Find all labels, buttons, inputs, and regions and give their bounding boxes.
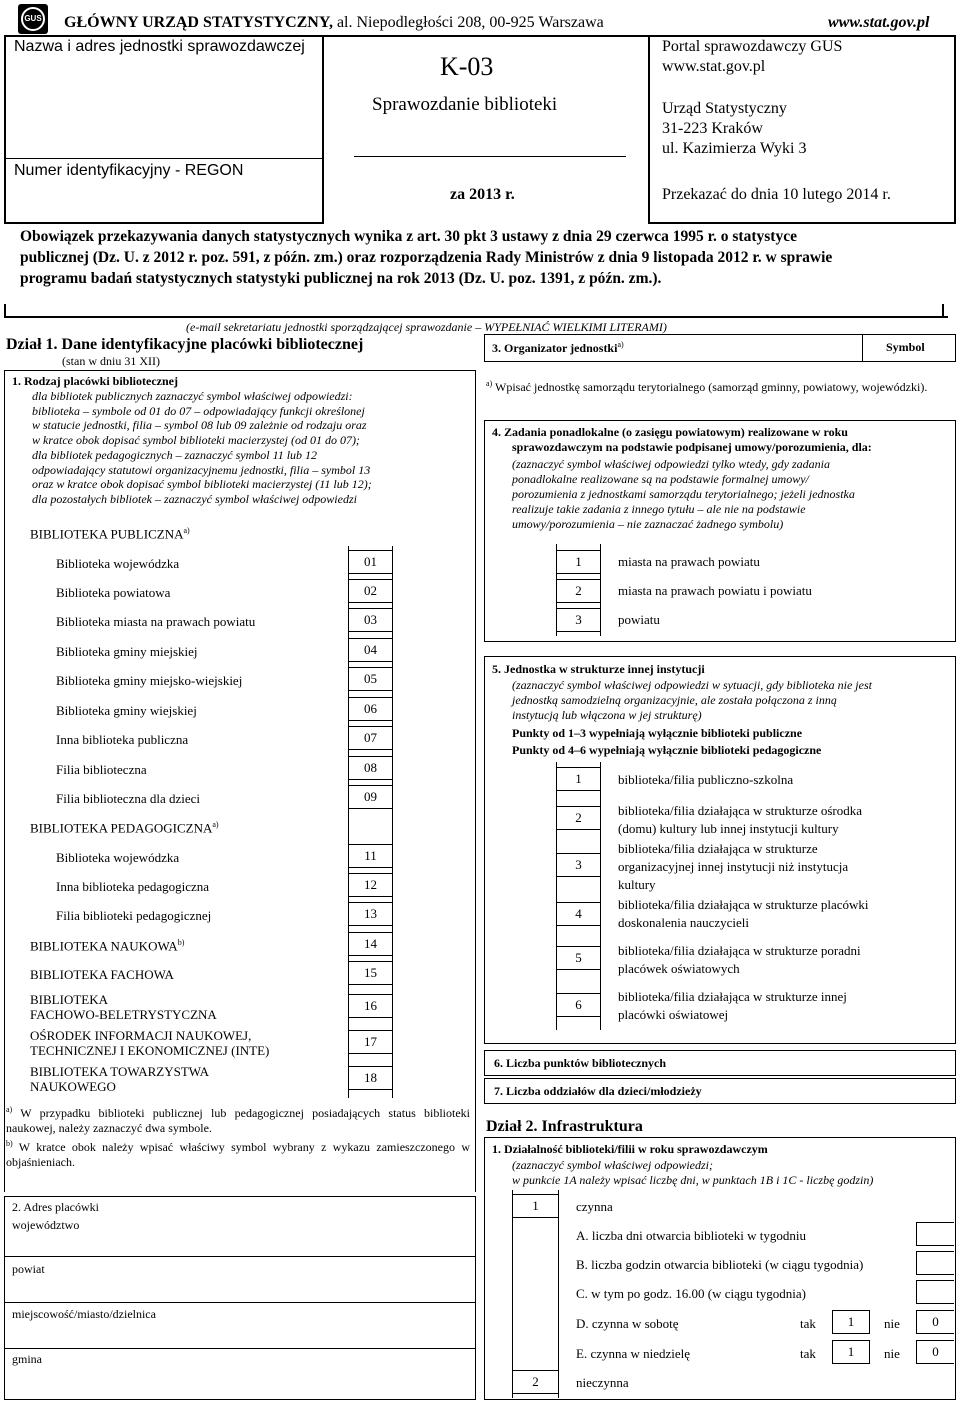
org-address: al. Niepodległości 208, 00-925 Warszawa [332,14,604,31]
s2-code-left [512,1190,513,1398]
email-note: (e-mail sekretariatu jednostki sporządzającej sprawozdanie – WYPEŁNIAĆ WIELKIMI LITERAMI) [186,320,667,334]
public-item-01[interactable]: Biblioteka wojewódzka [56,556,180,571]
q4-title-line1: 4. Zadania ponadlokalne (o zasięgu powiatowym) realizowane w roku [492,425,848,439]
other-item-14-label: BIBLIOTEKA NAUKOWA [30,938,178,954]
q5-instr-line: jednostką samodzielną organizacyjnie, ale została połączona z inną [512,693,837,707]
q5-item-1[interactable] [618,772,793,788]
q5-item-2[interactable] [618,802,862,838]
s2-row-d-no-code[interactable]: 0 [916,1310,954,1334]
address-divider [4,1348,476,1349]
q5-points1: Punkty od 1–3 wypełniają wyłącznie biblioteki publiczne [512,726,803,740]
q7-title: 7. Liczba oddziałów dla dzieci/młodzieży [494,1084,702,1098]
q4-item-1[interactable]: miasta na prawach powiatu [618,554,760,569]
s2-row-d-no: nie [884,1316,900,1331]
office-line2: 31-223 Kraków [662,120,763,137]
code-17[interactable]: 17 [348,1030,393,1054]
other-item-14[interactable] [30,938,184,954]
q5-item-4[interactable] [618,896,869,932]
address-title: 2. Adres placówki [12,1200,99,1214]
s2-row-c-input[interactable] [916,1280,954,1304]
q5-item-5-line: biblioteka/filia działająca w strukturze poradni [618,943,861,958]
s2-row-e-no: nie [884,1346,900,1361]
portal-line1: Portal sprawozdawczy GUS [662,38,843,55]
s2-row-d: D. czynna w sobotę [576,1316,679,1331]
reporting-unit-label: Nazwa i adres jednostki sprawozdawczej [14,38,305,55]
q5-item-2-line: (domu) kultury lub innej instytucji kultury [618,821,839,836]
q5-item-3-line: organizacyjnej innej instytucji niż instytucja [618,859,849,874]
address-divider [4,1302,476,1303]
other-item-17[interactable] [30,1028,269,1058]
s2-row-d-yes: tak [800,1316,816,1331]
s2-row-c: C. w tym po godz. 16.00 (w ciągu tygodnia) [576,1286,806,1301]
q1-instructions [32,389,372,507]
q5-code-left [556,762,557,1030]
q3-title-text: 3. Organizator jednostki [492,341,618,355]
q5-code-2[interactable]: 2 [556,806,601,830]
code-14[interactable]: 14 [348,932,393,956]
q3-note-text: Wpisać jednostkę samorządu terytorialnego (samorząd gminny, powiatowy, wojewódzki). [495,380,928,394]
public-item-07[interactable]: Inna biblioteka publiczna [56,732,189,747]
q5-code-5[interactable]: 5 [556,946,601,970]
other-item-16[interactable] [30,992,217,1022]
office-line1: Urząd Statystyczny [662,100,787,117]
ped-header-text: BIBLIOTEKA PEDAGOGICZNA [30,820,213,836]
regon-divider [4,158,324,159]
q5-item-6-line: placówki oświatowej [618,1007,729,1022]
address-field-commune[interactable]: gmina [12,1352,42,1366]
public-item-04[interactable]: Biblioteka gminy miejskiej [56,644,198,659]
address-field-voivodeship[interactable]: województwo [12,1218,80,1232]
ped-item-11[interactable]: Biblioteka wojewódzka [56,850,180,865]
q5-item-6-line: biblioteka/filia działająca w strukturze innej [618,989,847,1004]
website-link[interactable]: www.stat.gov.pl [828,14,930,31]
public-item-06[interactable]: Biblioteka gminy wiejskiej [56,703,197,718]
title-underline [354,156,626,157]
code-03[interactable]: 03 [348,608,393,632]
q5-instructions [512,678,872,723]
q1-instr-line: dla bibliotek pedagogicznych – zaznaczyć symbol 11 lub 12 [32,447,318,462]
q4-instr-line: ponadlokalne realizowane są na podstawie formalnej umowy/ [512,472,809,486]
public-item-03[interactable]: Biblioteka miasta na prawach powiatu [56,614,256,629]
q5-code-3[interactable]: 3 [556,853,601,877]
footnote-b: $^{b)}$ W kratce obok należy wpisać właściwy symbol wybrany z wykazu zamieszczonego w objaśnieniach. [6,1139,470,1169]
q4-instr-line: (zaznaczyć symbol właściwej odpowiedzi tylko wtedy, gdy zadania [512,457,830,471]
q1-instr-line: dla pozostałych bibliotek – zaznaczyć symbol właściwej odpowiedzi [32,491,357,506]
other-item-18[interactable] [30,1064,209,1094]
footnote-b-text: W kratce obok należy wpisać właściwy symbol wybrany z wykazu zamieszczonego w objaśnieniach. [6,1140,470,1169]
q1-instr-line: odpowiadający statutowi organizacyjnemu jednostki, filia – symbol 13 [32,462,371,477]
other-item-17-line2: TECHNICZNEJ I EKONOMICZNEJ (INTE) [30,1043,270,1058]
portal-right-border [954,36,956,224]
q5-item-5-line: placówek oświatowych [618,961,740,976]
form-title: Sprawozdanie biblioteki [372,94,558,115]
gus-logo [18,4,48,34]
s2-row-a-input[interactable] [916,1222,954,1246]
code-18[interactable]: 18 [348,1066,393,1090]
section1-subtitle: (stan w dniu 31 XII) [62,354,160,368]
s2-row-b-input[interactable] [916,1251,954,1275]
header-line [64,14,604,32]
email-tick [942,304,944,318]
q4-item-3[interactable]: powiatu [618,612,660,627]
other-item-17-line1: OŚRODEK INFORMACJI NAUKOWEJ, [30,1028,252,1043]
code-07[interactable]: 07 [348,726,393,750]
q1-instr-line: dla bibliotek publicznych zaznaczyć symbol właściwej odpowiedzi: [32,389,353,403]
q3-symbol-divider [862,334,863,362]
other-item-18-line2: NAUKOWEGO [30,1079,116,1094]
q4-title-line2: sprawozdawczym na podstawie podpisanej umowy/porozumienia, dla: [512,440,872,454]
q5-points2: Punkty od 4–6 wypełniają wyłącznie biblioteki pedagogiczne [512,743,822,757]
ped-item-13[interactable]: Filia biblioteki pedagogicznej [56,908,212,923]
s2-row-d-yes-code[interactable]: 1 [832,1310,870,1334]
address-divider [4,1256,476,1257]
q1-instr-line: biblioteka – symbole od 01 do 07 – odpowiadający funkcji określonej [32,403,365,418]
code-05[interactable]: 05 [348,667,393,691]
footnote-a: $^{a)}$ W przypadku biblioteki publicznej lub pedagogicznej posiadających status biblioteki naukowej, należy zaznaczyć dwa symbole. [6,1105,470,1135]
public-item-05[interactable]: Biblioteka gminy miejsko-wiejskiej [56,673,243,688]
s2-active-label: czynna [576,1199,613,1214]
q4-code-1[interactable]: 1 [556,550,601,574]
q3-symbol-label: Symbol [886,340,925,354]
q5-item-5[interactable] [618,942,861,978]
q5-item-2-line: biblioteka/filia działająca w strukturze ośrodka [618,803,863,818]
s2-code-right [558,1190,559,1398]
s2-row-b: B. liczba godzin otwarcia biblioteki (w ciągu tygodnia) [576,1257,864,1272]
q5-item-6[interactable] [618,988,847,1024]
code-06[interactable]: 06 [348,697,393,721]
q4-instr-line: porozumienia z jednostkami samorządu terytorialnego; jeżeli jednostka [512,487,855,501]
q5-item-4-line: biblioteka/filia działająca w strukturze placówki [618,897,869,912]
footnote-a-text: W przypadku biblioteki publicznej lub pedagogicznej posiadających status biblioteki naukowej, należy zaznaczyć dwa symbole. [6,1106,470,1135]
q3-title: 3. Organizator jednostki$^{a)}$ [492,340,624,355]
q5-item-3[interactable] [618,840,848,894]
q4-code-3[interactable]: 3 [556,608,601,632]
ped-item-12[interactable]: Inna biblioteka pedagogiczna [56,879,210,894]
code-13[interactable]: 13 [348,902,393,926]
s2-inactive-code[interactable]: 2 [512,1370,559,1394]
q5-instr-line: (zaznaczyć symbol właściwej odpowiedzi w sytuacji, gdy biblioteka nie jest [512,678,872,692]
public-item-08[interactable]: Filia biblioteczna [56,762,147,777]
q4-title [492,425,872,455]
code-15[interactable]: 15 [348,961,393,985]
regon-label: Numer identyfikacyjny - REGON [14,162,244,179]
q5-item-3-line: kultury [618,877,656,892]
q5-code-4[interactable]: 4 [556,902,601,926]
q5-instr-line: instytucją lub włączona w jej strukturę) [512,708,702,722]
s2-q1-title: 1. Działalność biblioteki/filii w roku sprawozdawczym [492,1142,768,1156]
q5-code-1[interactable]: 1 [556,767,601,791]
q5-item-1-line: biblioteka/filia publiczno-szkolna [618,772,794,787]
portal-bottom-border [648,222,956,224]
q1-instr-line: oraz w kratce obok dopisać symbol biblioteki macierzystej (11 lub 12); [32,477,372,492]
q5-code-right [600,762,601,1030]
office-line3: ul. Kazimierza Wyki 3 [662,140,807,157]
other-item-16-line2: FACHOWO-BELETRYSTYCZNA [30,1007,217,1022]
portal-line2[interactable]: www.stat.gov.pl [662,58,766,75]
org-name: GŁÓWNY URZĄD STATYSTYCZNY, [64,14,333,31]
section1-title: Dział 1. Dane identyfikacyjne placówki bibliotecznej [6,336,364,353]
code-04[interactable]: 04 [348,638,393,662]
other-item-18-line1: BIBLIOTEKA TOWARZYSTWA [30,1064,209,1079]
s2-active-code[interactable]: 1 [512,1194,559,1218]
q1-instr-line: w kratce obok dopisać symbol biblioteki macierzystej (od 01 do 07); [32,433,360,448]
s2-q1-instr1: (zaznaczyć symbol właściwej odpowiedzi; [512,1158,713,1172]
ped-header: BIBLIOTEKA PEDAGOGICZNA$^{a)}$ [30,820,219,836]
q5-title: 5. Jednostka w strukturze innej instytucji [492,662,705,676]
public-item-02[interactable]: Biblioteka powiatowa [56,585,171,600]
deadline: Przekazać do dnia 10 lutego 2014 r. [662,186,891,203]
public-item-09[interactable]: Filia biblioteczna dla dzieci [56,791,201,806]
code-11[interactable]: 11 [348,844,393,868]
obligation-line2: publicznej (Dz. U. z 2012 r. poz. 591, z późn. zm.) oraz rozporządzenia Rady Ministrów z dnia 9 listopada 2012 r. w sprawie [20,249,833,266]
q1-title: 1. Rodzaj placówki bibliotecznej [12,374,178,388]
q5-item-3-line: biblioteka/filia działająca w strukturze [618,841,818,856]
obligation-line1: Obowiązek przekazywania danych statystycznych wynika z art. 30 pkt 3 ustawy z dnia 29 czerwca 1995 r. o statystyce [20,228,797,245]
code-16[interactable]: 16 [348,994,393,1018]
q4-code-2[interactable]: 2 [556,579,601,603]
q3-note: $^{a)}$ Wpisać jednostkę samorządu terytorialnego (samorząd gminny, powiatowy, wojewódzki). [486,379,928,394]
s2-row-e-yes-code[interactable]: 1 [832,1340,870,1364]
code-08[interactable]: 08 [348,756,393,780]
s2-row-a: A. liczba dni otwarcia biblioteki w tygodniu [576,1228,806,1243]
s2-row-e: E. czynna w niedzielę [576,1346,691,1361]
email-tick [4,304,6,318]
other-item-15[interactable]: BIBLIOTEKA FACHOWA [30,967,174,982]
address-field-county[interactable]: powiat [12,1262,45,1276]
obligation-line3: programu badań statystycznych statystyki publicznej na rok 2013 (Dz. U. poz. 1391, z późn. zm.). [20,270,662,287]
reporting-unit-box[interactable] [4,36,324,224]
q5-code-6[interactable]: 6 [556,993,601,1017]
q4-instr-line: realizuje takie zadania z innego tytułu – ale nie na podstawie [512,502,806,516]
other-item-14-sup: b) [177,938,185,947]
public-header-text: BIBLIOTEKA PUBLICZNA [30,526,184,542]
q4-instr-line: umowy/porozumienia – nie zaznaczać żadnego symbolu) [512,517,784,531]
report-period: za 2013 r. [450,186,515,203]
q1-instr-line: w statucie jednostki, filia – symbol 08 lub 09 zależnie od rodzaju oraz [32,418,367,433]
s2-inactive-label: nieczynna [576,1375,629,1390]
address-field-city[interactable]: miejscowość/miasto/dzielnica [12,1307,156,1321]
q5-item-4-line: doskonalenia nauczycieli [618,915,750,930]
q4-item-2[interactable]: miasta na prawach powiatu i powiatu [618,583,812,598]
code-12[interactable]: 12 [348,873,393,897]
s2-q1-instr2: w punkcie 1A należy wpisać liczbę dni, w punktach 1B i 1C - liczbę godzin) [512,1173,874,1187]
form-code: K-03 [440,52,494,81]
other-item-16-line1: BIBLIOTEKA [30,992,108,1007]
code-09[interactable]: 09 [348,785,393,809]
section2-title: Dział 2. Infrastruktura [486,1118,643,1135]
q4-instructions [512,457,855,532]
email-input[interactable] [4,294,948,318]
q6-title: 6. Liczba punktów bibliotecznych [494,1056,667,1070]
code-02[interactable]: 02 [348,579,393,603]
gus-logo-text: GUS [21,7,45,31]
s2-row-e-no-code[interactable]: 0 [916,1340,954,1364]
public-header: BIBLIOTEKA PUBLICZNA$^{a)}$ [30,526,190,542]
portal-left-border [648,36,650,224]
s2-row-e-yes: tak [800,1346,816,1361]
code-01[interactable]: 01 [348,550,393,574]
